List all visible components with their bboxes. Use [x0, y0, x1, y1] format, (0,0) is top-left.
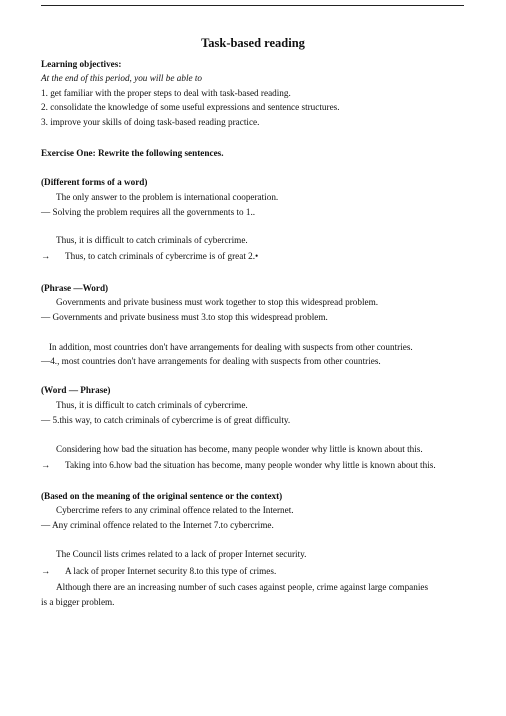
original-sentence: Cybercrime refers to any criminal offence related to the Internet.	[56, 505, 294, 515]
paragraph-line: is a bigger problem.	[41, 597, 115, 607]
rewrite-sentence: → Thus, to catch criminals of cybercrime is of great 2.•	[41, 251, 259, 261]
objectives-heading: Learning objectives:	[41, 59, 122, 69]
objective-item: 1. get familiar with the proper steps to deal with task-based reading.	[41, 88, 291, 98]
objective-item: 2. consolidate the knowledge of some useful expressions and sentence structures.	[41, 102, 340, 112]
original-sentence: In addition, most countries don't have arrangements for dealing with suspects from other countries.	[49, 342, 413, 352]
arrow-icon: →	[41, 460, 51, 470]
original-sentence: Thus, it is difficult to catch criminals of cybercrime.	[56, 235, 248, 245]
original-sentence: The only answer to the problem is international cooperation.	[56, 192, 279, 202]
original-sentence: The Council lists crimes related to a lack of proper Internet security.	[56, 549, 307, 559]
original-sentence: Governments and private business must work together to stop this widespread problem.	[56, 297, 379, 307]
arrow-icon: →	[41, 566, 51, 576]
section-heading: (Different forms of a word)	[41, 177, 148, 187]
original-sentence: Thus, it is difficult to catch criminals of cybercrime.	[56, 400, 248, 410]
page-title: Task-based reading	[201, 36, 305, 50]
section-heading: (Based on the meaning of the original sentence or the context)	[41, 491, 283, 501]
exercise-heading: Exercise One: Rewrite the following sentences.	[41, 148, 224, 158]
original-sentence: Considering how bad the situation has become, many people wonder why little is known about this.	[56, 444, 423, 454]
section-heading: (Phrase —Word)	[41, 283, 109, 293]
top-rule	[41, 5, 464, 6]
objective-item: 3. improve your skills of doing task-based reading practice.	[41, 117, 260, 127]
rewrite-sentence: → A lack of proper Internet security 8.to this type of crimes.	[41, 566, 277, 576]
section-heading: (Word — Phrase)	[41, 385, 111, 395]
rewrite-sentence: — Any criminal offence related to the Internet 7.to cybercrime.	[41, 520, 274, 530]
rewrite-sentence: → Taking into 6.how bad the situation has become, many people wonder why little is known about this.	[41, 460, 436, 470]
paragraph-line: Although there are an increasing number of such cases against people, crime against large companies	[56, 582, 429, 592]
rewrite-sentence: — Governments and private business must 3.to stop this widespread problem.	[41, 312, 328, 322]
rewrite-sentence: —4., most countries don't have arrangements for dealing with suspects from other countries.	[41, 356, 381, 366]
rewrite-sentence: — 5.this way, to catch criminals of cybercrime is of great difficulty.	[41, 415, 291, 425]
objectives-intro: At the end of this period, you will be able to	[41, 73, 203, 83]
rewrite-sentence: — Solving the problem requires all the governments to 1..	[41, 207, 256, 217]
arrow-icon: →	[41, 251, 51, 261]
